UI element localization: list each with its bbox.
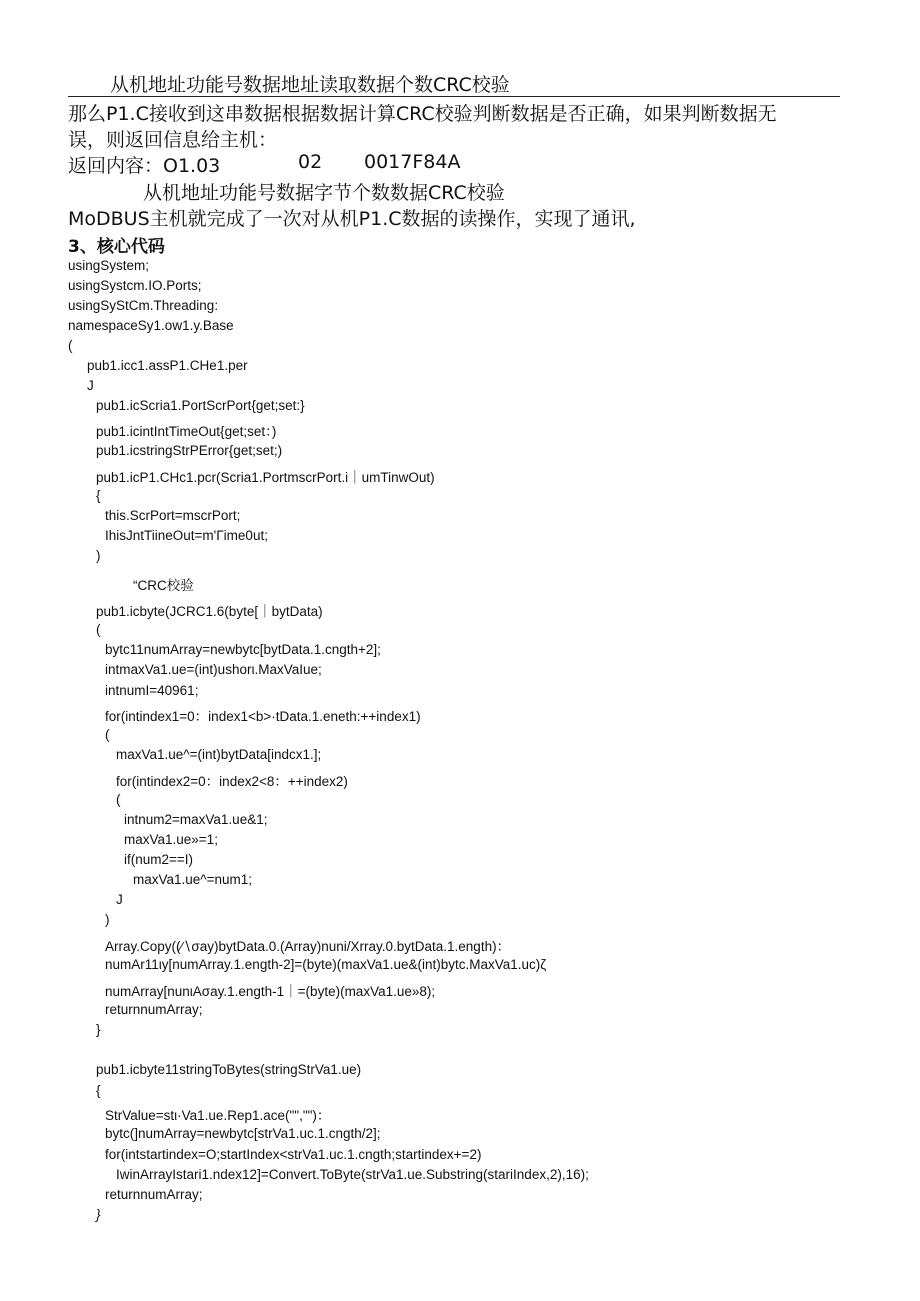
code-line: for(intstartindex=O;startIndex<strVa1.uc.1.cngth;startindex+=2) — [105, 1147, 482, 1162]
code-line: usingSyStCm.Threading: — [68, 298, 219, 313]
return-field-function: 02 — [298, 151, 323, 173]
intro-line-1: 那么P1.C接收到这串数据根据数据计算CRC校验判断数据是否正确，如果判断数据无 — [68, 103, 777, 125]
return-caption: 从机地址功能号数据字节个数数据CRC校验 — [143, 182, 505, 204]
code-line: maxVa1.ue»=1; — [124, 832, 218, 847]
return-field-data: 0017F84A — [364, 151, 461, 173]
code-line: StrValue=stι·Va1.ue.Rep1.ace("","")： — [105, 1108, 331, 1123]
code-line: } — [96, 1207, 101, 1222]
code-line: numArray[nunιAσay.1.ength-1｜=(byte)(maxVa1.ue»8); — [105, 984, 436, 999]
code-line: J — [87, 378, 94, 393]
code-line: usingSystem; — [68, 258, 150, 273]
code-line: pub1.icScria1.PortScrPort{get;set:} — [96, 398, 305, 413]
code-line: ( — [105, 727, 110, 742]
code-line: ( — [96, 622, 101, 637]
code-line: for(intindex2=0：index2<8：++index2) — [116, 774, 348, 789]
code-line: if(num2==I) — [124, 852, 194, 867]
code-line: intnum2=maxVa1.ue&1; — [124, 812, 268, 827]
header-rule — [68, 96, 840, 97]
code-line: IhisJntTiineOut=m'Γime0ut; — [105, 528, 268, 543]
code-line: intmaxVa1.ue=(int)ushorι.MaxVaIue; — [105, 662, 322, 677]
code-line: for(intindex1=0：index1<b>·tData.1.eneth:++index1) — [105, 709, 421, 724]
header-caption: 从机地址功能号数据地址读取数据个数CRC校验 — [110, 74, 510, 96]
code-line: maxVa1.ue^=num1; — [133, 872, 253, 887]
code-line: IwinArrayIstari1.ndex12]=Convert.ToByte(strVa1.ue.Substring(stariIndex,2),16); — [116, 1167, 589, 1182]
code-line: ) — [96, 548, 101, 563]
code-line: pub1.icc1.assP1.CHe1.per — [87, 358, 248, 373]
code-line: bytc11numArray=newbytc[bytData.1.cngth+2]; — [105, 642, 381, 657]
code-line: { — [96, 1083, 101, 1098]
section-heading: 3、核心代码 — [68, 237, 165, 257]
return-label: 返回内容：O1.03 — [68, 155, 221, 177]
code-line: numAr11ιy[numArray.1.ength-2]=(byte)(maxVa1.ue&(int)bytc.MaxVa1.uc)ζ — [105, 957, 547, 972]
code-comment: “CRC校验 — [133, 578, 194, 593]
code-line: intnumI=40961; — [105, 683, 199, 698]
code-line: bytc(]numArray=newbytc[strVa1.uc.1.cngth/2]; — [105, 1126, 381, 1141]
code-line: returnnumArray; — [105, 1187, 203, 1202]
code-line: ( — [116, 792, 121, 807]
code-line: returnnumArray; — [105, 1002, 203, 1017]
code-line: usingSystcm.IO.Ports; — [68, 278, 202, 293]
code-line: pub1.icP1.CHc1.pcr(Scria1.PortmscrPort.i｜umTinwOut) — [96, 470, 435, 485]
summary-line: MoDBUS主机就完成了一次对从机P1.C数据的读操作，实现了通讯, — [68, 208, 636, 230]
code-line: J — [116, 892, 123, 907]
intro-line-2: 误，则返回信息给主机： — [68, 129, 278, 151]
code-line: ) — [105, 912, 110, 927]
code-line: { — [96, 488, 101, 503]
code-line: maxVa1.ue^=(int)bytData[indcx1.]; — [116, 747, 322, 762]
code-line: pub1.icbyte11stringToBytes(stringStrVa1.ue) — [96, 1062, 362, 1077]
code-line: pub1.icbyte(JCRC1.6(byte[｜bytData) — [96, 604, 323, 619]
code-line: } — [96, 1022, 101, 1037]
code-line: ( — [68, 338, 73, 353]
code-line: namespaceSy1.ow1.y.Base — [68, 318, 234, 333]
code-line: pub1.icstringStrPError{get;set;) — [96, 443, 283, 458]
code-line: pub1.icintIntTimeOut{get;set：) — [96, 424, 277, 439]
code-line: this.ScrPort=mscrPort; — [105, 508, 241, 523]
code-line: Array.Copy((∕∖σay)bytData.0.(Array)nuni/Xrray.0.bytData.1.ength)： — [105, 939, 511, 954]
